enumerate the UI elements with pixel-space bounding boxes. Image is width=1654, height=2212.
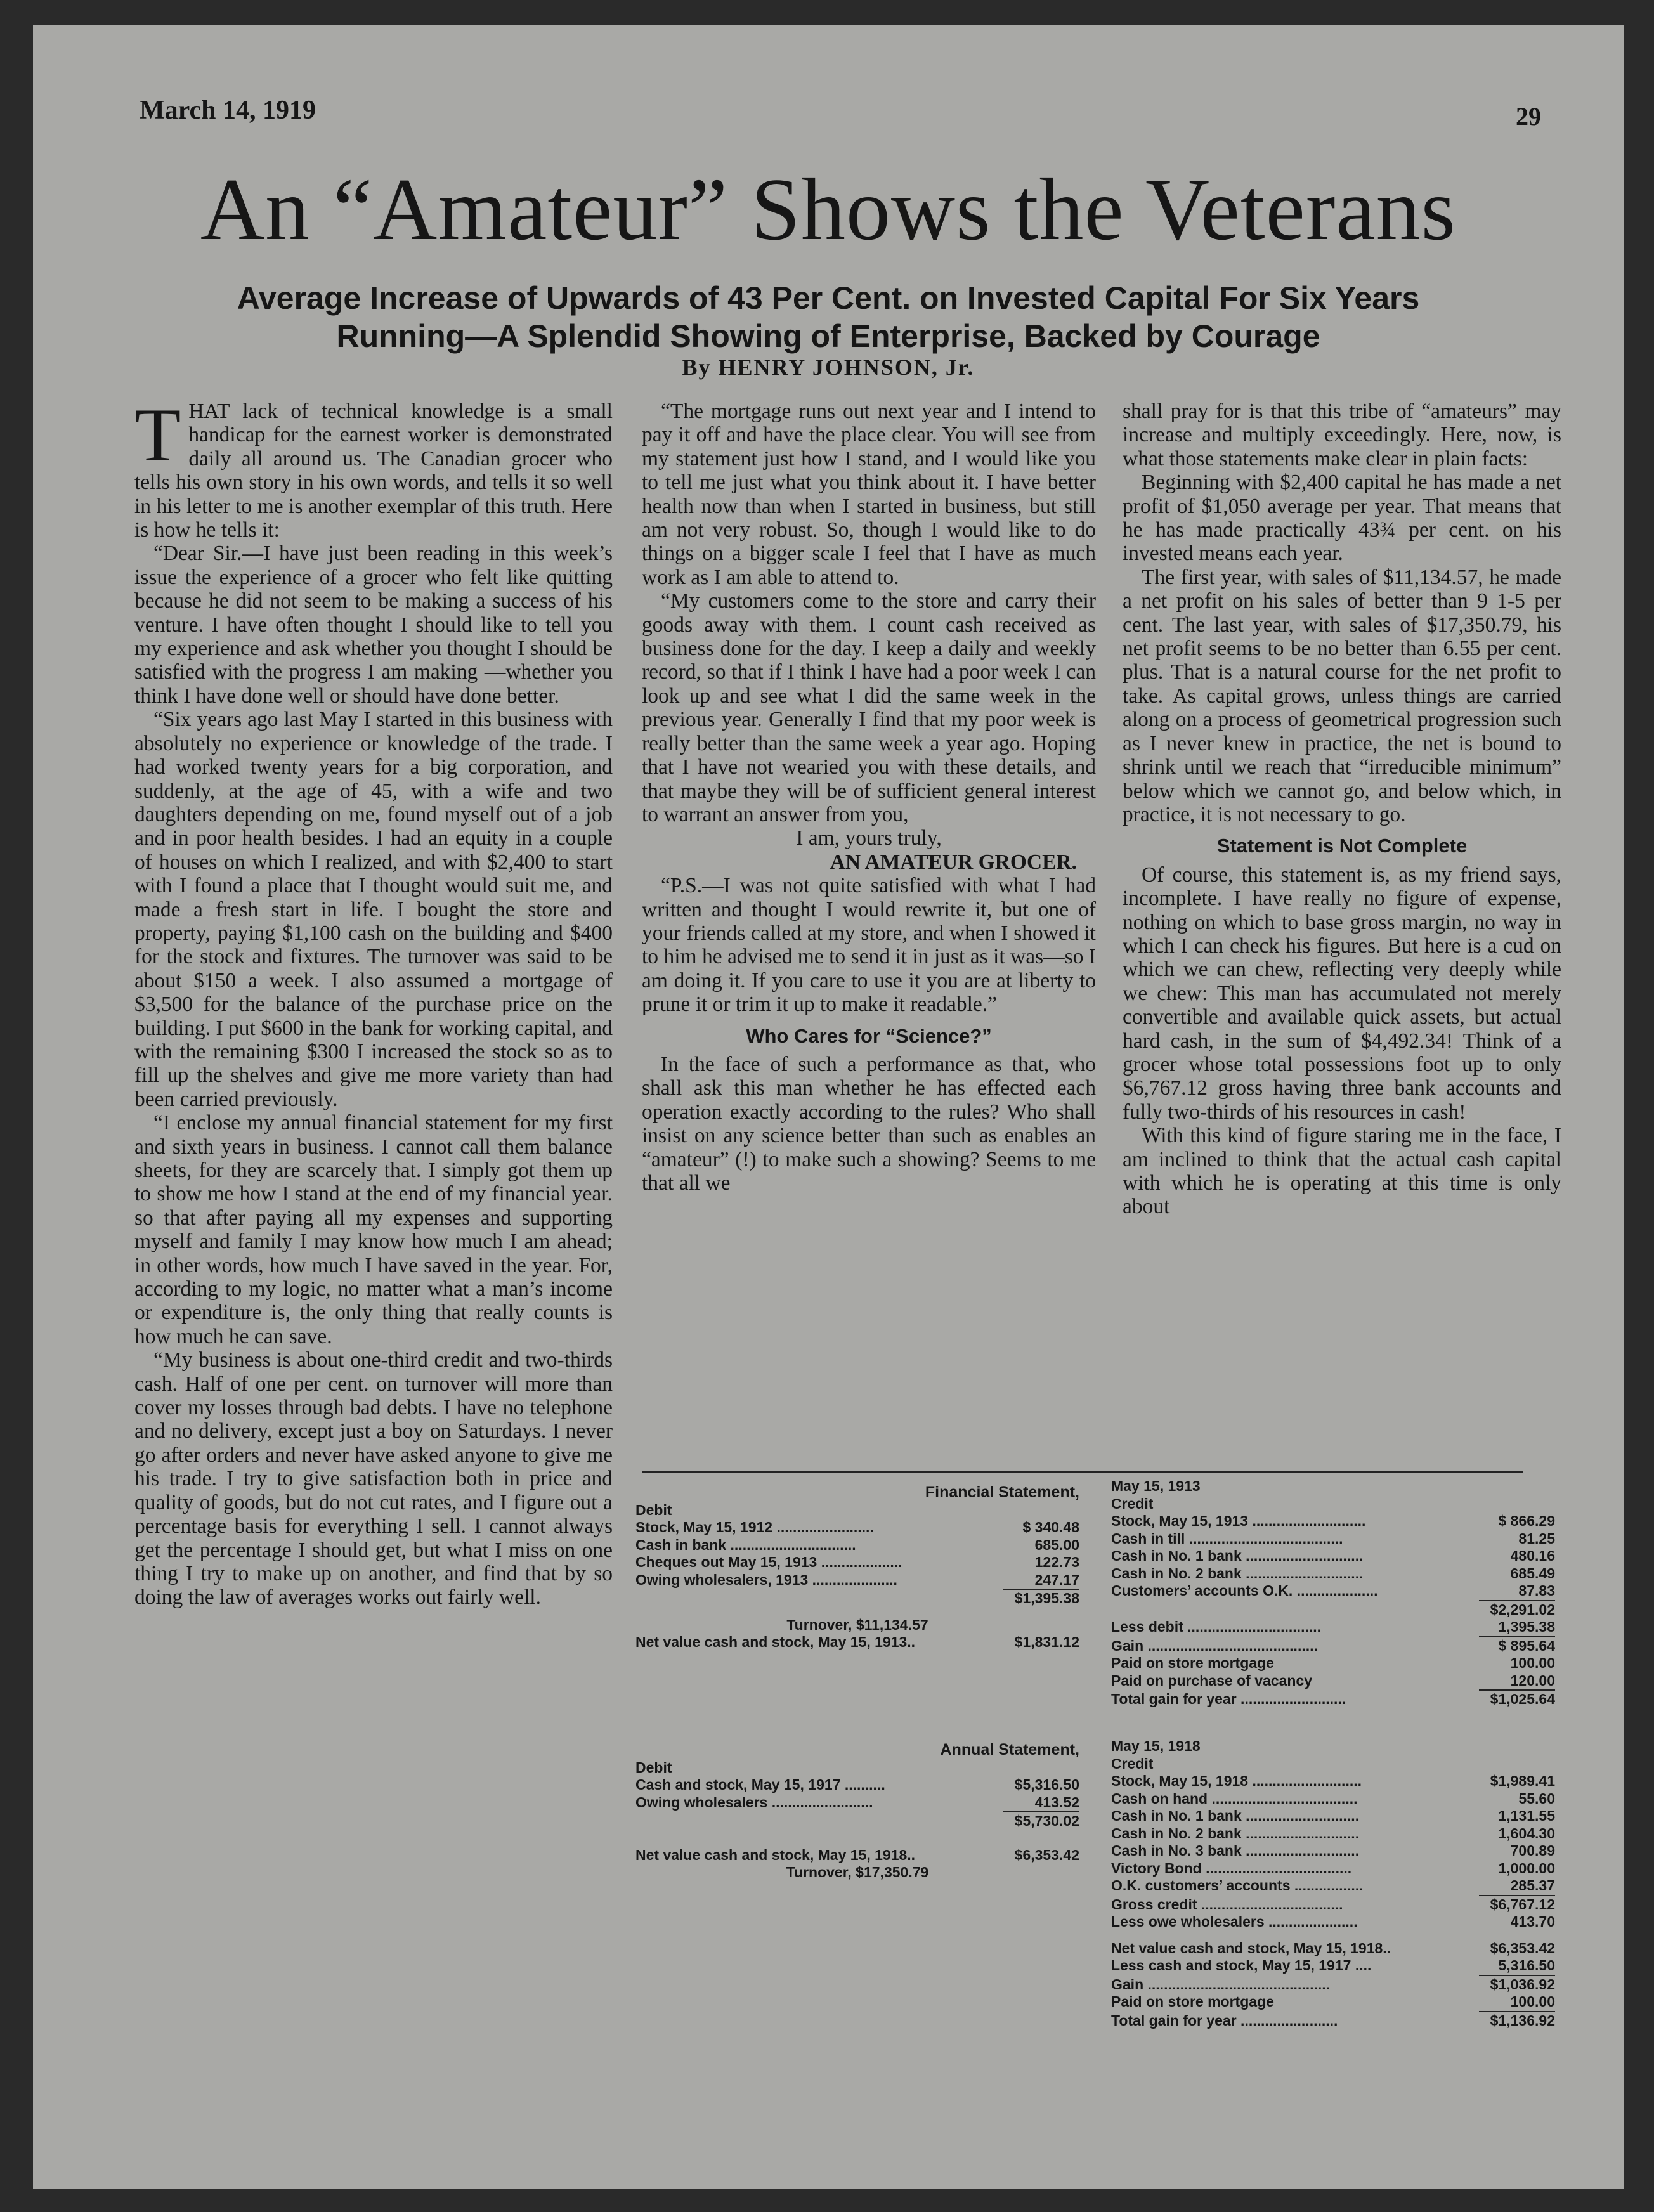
column-1 [134,393,613,2112]
column-2 [642,400,1096,1452]
statement-row-label: Owing wholesalers ......................... [635,1793,873,1811]
statement-row-label: Stock, May 15, 1912 ........................ [635,1519,874,1535]
gross-credit-row: Gross credit ................................... $6,767.12 [1111,1896,1555,1913]
annual-statement-1918-debit [635,1741,1079,1882]
total-gain-row: Total gain for year ........................ $1,136.92 [1111,2012,1555,2029]
statement-row-label: Cash and stock, May 15, 1917 .......... [635,1776,885,1793]
statement-heading: Financial Statement, [925,1483,1079,1501]
turnover: Turnover, $11,134.57 [786,1616,928,1633]
statement-row [1111,1807,1555,1825]
net-value-row: Net value cash and stock, May 15, 1913.. $1,831.12 [635,1634,1079,1650]
paid-vacancy-row: Paid on purchase of vacancy 120.00 [1111,1672,1555,1689]
statement-row-amount: $ 866.29 [1498,1513,1555,1529]
statement-row [1111,1842,1555,1860]
net-value-row: Net value cash and stock, May 15, 1918.. $6,353.42 [1111,1939,1555,1956]
statement-row-amount: 1,604.30 [1498,1825,1555,1842]
annual-statement-1918-credit [1111,1738,1555,2029]
paragraph: “The mortgage runs out next year and I intend to pay it off and have the place clear. You will see from my statement just how I stand, and I would like you to tell me just what you think about it. I have better health now than when I started in business, but still am not very robust. So, though I would like to do things on a bigger scale I feel that I have as much work as I am able to attend to. [642,400,1096,589]
statement-row-amount: 685.00 [1034,1536,1079,1553]
section-divider [642,1471,1523,1473]
statement-date: May 15, 1918 [1111,1738,1201,1754]
statement-row-label: Cash in No. 2 bank ............................ [1111,1825,1360,1842]
statement-row [1111,1773,1555,1790]
financial-statement-1913-credit [1111,1478,1555,1708]
statement-row-label: Cash in No. 2 bank ............................. [1111,1565,1364,1582]
debit-total-row: $1,395.38 [1014,1590,1079,1606]
statement-row-label: Cash in bank ............................... [635,1536,856,1553]
debit-label: Debit [635,1759,672,1776]
debit-rows [635,1776,1079,1811]
statement-row-amount: 87.83 [1518,1582,1555,1599]
statement-row [635,1537,1079,1554]
paragraph: With this kind of figure staring me in the face, I am inclined to think that the actual cash capital with which he is operating at this time is only about [1123,1124,1561,1219]
paragraph: In the face of such a performance as that, who shall ask this man whether he has effected each operation exactly according to the rules? Who shall insist on any science better than such as enables an “amateur” (!) to make such a showing? Seems to me that all we [642,1052,1096,1195]
statement-row-amount: 700.89 [1510,1842,1555,1859]
debit-total-row: $5,730.02 [1014,1812,1079,1829]
subhead: Statement is Not Complete [1216,835,1468,857]
column-3 [1123,400,1561,1452]
statement-row-amount: $1,989.41 [1490,1773,1555,1789]
paragraph: “I enclose my annual financial statement for my first and sixth years in business. I cannot call them balance sheets, for they are scarcely that. I simply got them up to show me how I stand at the end of my financial year. so that after paying all my expenses and supporting myself and family I may know how much I am ahead; in other words, how much I have saved in the year. For, according to my logic, no matter what a man’s income or expenditure is, the only thing that really counts is how much he can save. [134,1111,613,1348]
credit-total-row: $2,291.02 [1490,1601,1555,1618]
statement-row [1111,1530,1555,1548]
statement-row [635,1776,1079,1794]
statement-row [1111,1825,1555,1843]
statement-row-amount: 413.52 [1034,1793,1079,1811]
statement-row-amount: $ 340.48 [1022,1519,1079,1535]
signature: AN AMATEUR GROCER. [830,850,1077,874]
statement-row-label: Cash on hand .................................... [1111,1790,1358,1807]
less-owe-row: Less owe wholesalers ...................... 413.70 [1111,1913,1555,1930]
statement-row-amount: 81.25 [1518,1530,1555,1547]
article-subtitle: Average Increase of Upwards of 43 Per Cent. on Invested Capital For Six Years Running—A Splendid Showing of Enterprise, Backed by Courage [237,280,1420,354]
statement-row-label: Victory Bond .................................... [1111,1859,1352,1877]
issue-date: March 14, 1919 [140,96,316,125]
statement-row-amount: 55.60 [1518,1790,1555,1807]
net-value-row: Net value cash and stock, May 15, 1918.. $6,353.42 [635,1846,1079,1863]
statement-row [1111,1790,1555,1808]
statement-row [1111,1547,1555,1565]
statement-row-label: Cheques out May 15, 1913 .................... [635,1554,902,1570]
signoff: I am, yours truly, [796,826,942,850]
paragraph: “My customers come to the store and carry their goods away with them. I count cash received as business done for the day. I keep a daily and weekly record, so that if I think I have had a poor week I can look up and see what I did the same week in the previous year. Generally I find that my poor week is really better than the same week a year ago. Hoping that I have not wearied you with these details, and that maybe they will be of sufficient general interest to warrant an answer from you, [642,589,1096,826]
paragraph: “My business is about one-third credit and two-thirds cash. Half of one per cent. on turnover will more than cover my losses through bad debts. I have no telephone and no delivery, except just a boy on Saturdays. I never go after orders and never have asked anyone to give me his trade. I try to give satisfaction both in price and quality of goods, but do not cut rates, and I figure out a percentage basis for everything I sell. I cannot always get the percentage I should get, but what I miss on one thing I try to make up on another, and find that by so doing the law of averages works out fairly well. [134,1348,613,1610]
statement-row [1111,1565,1555,1583]
statement-row [635,1519,1079,1537]
statement-row-amount: 285.37 [1510,1877,1555,1894]
statement-row-label: Cash in till ...................................... [1111,1530,1343,1547]
statement-row [635,1554,1079,1571]
credit-label: Credit [1111,1495,1154,1512]
statement-row-label: Cash in No. 3 bank ............................ [1111,1842,1360,1859]
statement-row [1111,1877,1555,1895]
statement-row-amount: 1,000.00 [1498,1859,1555,1877]
statement-row-label: Stock, May 15, 1918 ........................... [1111,1773,1362,1789]
statement-row [1111,1860,1555,1878]
statement-date: May 15, 1913 [1111,1478,1201,1494]
paragraph: Of course, this statement is, as my friend says, incomplete. I have really no figure of expense, nothing on which to base gross margin, no way in which I can check his figures. But here is a cud on which we can chew, reflecting very deeply while we chew: This man has accumulated not merely convertible and available quick assets, but actual hard cash, in the sum of $4,492.34! Think of a grocer whose total possessions foot up to only $6,767.12 gross having three bank accounts and fully two-thirds of his resources in cash! [1123,862,1561,1124]
statement-row [635,1571,1079,1589]
statement-row-amount: 247.17 [1034,1571,1079,1588]
debit-label: Debit [635,1501,672,1518]
paragraph: “Six years ago last May I started in this business with absolutely no experience or knowledge of the trade. I had worked twenty years for a big corporation, and suddenly, at the age of 45, with a wife and two daughters depending on me, found myself out of a job and in poor health besides. I had an equity in a couple of houses on which I realized, and with $2,400 to start with I found a place that I thought would suit me, and made a fresh start in life. I bought the store and property, paying $1,100 cash on the building and $400 for the stock and fixtures. The turnover was said to be about $150 a week. I also assumed a mortgage of $3,500 for the balance of the purchase price on the building. I put $600 in the bank for working capital, and with the remaining $300 I increased the stock so as to fill up the shelves and give me more variety than had been carried previously. [134,708,613,1111]
byline: By HENRY JOHNSON, Jr. [682,355,975,380]
statement-row-amount: $5,316.50 [1014,1776,1079,1793]
magazine-page [33,25,1624,2189]
credit-rows [1111,1773,1555,1895]
statement-row-amount: 1,131.55 [1498,1807,1555,1824]
statement-row-amount: 685.49 [1510,1565,1555,1582]
credit-rows [1111,1513,1555,1600]
statement-row [1111,1513,1555,1530]
paid-mortgage-row: Paid on store mortgage 100.00 [1111,1655,1555,1671]
paragraph: “P.S.—I was not quite satisfied with what I had written and thought I would rewrite it, but one of your friends called at my store, and when I showed it to him he advised me to send it in just as it was—so I am doing it. If you care to use it you are at liberty to prune it or trim it up to make it readable.” [642,874,1096,1017]
gain-row: Gain ............................................. $1,036.92 [1111,1975,1555,1993]
total-gain-row: Total gain for year .......................... $1,025.64 [1111,1691,1555,1707]
less-cash-row: Less cash and stock, May 15, 1917 .... 5,316.50 [1111,1957,1555,1974]
statement-row-label: Cash in No. 1 bank ............................. [1111,1547,1364,1564]
statement-row-label: Stock, May 15, 1913 ............................ [1111,1513,1366,1529]
statement-row-label: Customers’ accounts O.K. .................... [1111,1582,1378,1599]
statement-row-label: Owing wholesalers, 1913 ..................... [635,1571,897,1588]
article-title: An “Amateur” Shows the Veterans [200,160,1457,259]
statement-row-amount: 122.73 [1034,1554,1079,1570]
statement-row-label: Cash in No. 1 bank ............................ [1111,1807,1360,1824]
paragraph: “Dear Sir.—I have just been reading in this week’s issue the experience of a grocer who felt like quitting because he did not seem to be making a success of his venture. I have often thought I should like to tell you my experience and ask whether you thought I should be satisfied with the progress I am making —whether you think I have done well or should have done better. [134,542,613,708]
paragraph: The first year, with sales of $11,134.57, he made a net profit on his sales of better than 9 1-5 per cent. The last year, with sales of $17,350.79, his net profit seems to be no better than 6.55 per cent. plus. That is a natural course for the net profit to take. As capital grows, unless things are carried along on a process of geometrical progression such as I never knew in practice, the net is bound to shrink until we reach that “irreducible minimum” below which we cannot go, and below which, in practice, it is not necessary to go. [1123,565,1561,826]
financial-statement-1913-debit [635,1484,1079,1651]
statement-row [1111,1582,1555,1600]
subhead: Who Cares for “Science?” [746,1024,992,1047]
paragraph: Beginning with $2,400 capital he has made a net profit of $1,050 average per year. That means that he has made practically 43¾ per cent. on his invested means each year. [1123,471,1561,566]
statement-row [635,1794,1079,1812]
debit-rows [635,1519,1079,1589]
paid-mortgage-row: Paid on store mortgage 100.00 [1111,1993,1555,2010]
turnover: Turnover, $17,350.79 [786,1864,929,1880]
credit-label: Credit [1111,1755,1154,1772]
paragraph: THAT lack of technical knowledge is a small handicap for the earnest worker is demonstrated daily all around us. The Canadian grocer who tells his own story in his own words, and tells it so well in his letter to me is another exemplar of this truth. Here is how he tells it: [134,393,613,542]
statement-row-amount: 480.16 [1510,1547,1555,1564]
statement-heading: Annual Statement, [940,1741,1079,1759]
statement-row-label: O.K. customers’ accounts ................. [1111,1877,1364,1894]
paragraph: shall pray for is that this tribe of “amateurs” may increase and multiply exceedingly. Here, now, is what those statements make clear in plain facts: [1123,400,1561,471]
less-debit-row: Less debit ................................. 1,395.38 [1111,1618,1555,1635]
drop-cap: T [134,393,181,477]
gain-row: Gain .......................................... $ 895.64 [1111,1637,1555,1654]
page-number: 29 [1516,102,1541,131]
